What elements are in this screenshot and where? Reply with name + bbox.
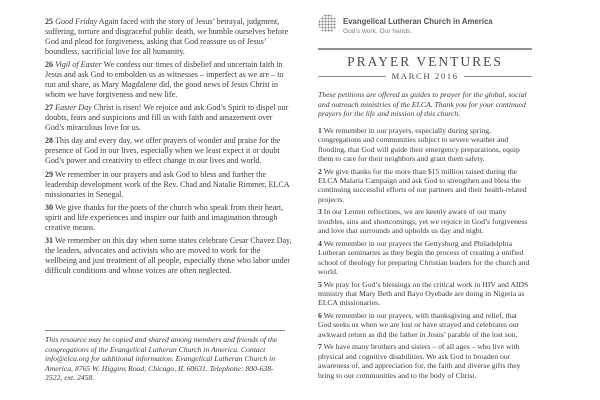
prayer-paragraph [45,60,292,100]
logo-text [343,17,493,35]
footer-note: This resource may be copied and shared among members and friends of the congregations of the Evangelical Lutheran Church in America. Contact info@elca.org for additional information. Evangelical Lutheran Church in America, 8765 W. Higgins Road, Chicago, IL 60631. Telephone: 800-638-3522, ext. 2458. [45,335,278,383]
day-number: 29 [45,169,54,179]
intro-text: These petitions are offered as guides to prayer for the global, social and outreach ministries of the ELCA. Thank you for your continued prayers for the life and mission of this church. [318,90,527,119]
day-number: 7 [318,342,322,352]
paragraph-text: This day and every day, we offer prayers of wonder and praise for the presence of God in our lives, especially when we least expect it or doubt God’s power and creativity to effect change in our lives and world. [45,136,281,166]
left-column [45,17,292,279]
footer [45,330,285,383]
day-number: 30 [45,202,54,212]
festival-name: Good Friday [55,17,98,26]
right-paragraphs [318,126,532,380]
prayer-paragraph [45,103,292,133]
day-number: 28 [45,136,54,146]
day-number: 31 [45,236,54,246]
paragraph-text: We give thanks for the poets of the church who speak from their heart, spirit and life experiences and inspire our faith and imagination through creative means. [45,202,284,232]
date-divider-left [318,76,386,77]
day-number: 2 [318,166,322,176]
day-number: 4 [318,238,322,248]
prayer-paragraph [318,311,532,339]
header-divider [318,48,532,50]
festival-name: Vigil of Easter [55,60,102,70]
day-number: 6 [318,311,322,321]
paragraph-text: Again faced with the story of Jesus’ betrayal, judgment, suffering, torture and disgraceful public death, we humble ourselves before God and plead for forgiveness, asking that God reassure us of Jesus’ boundless, sacrificial love for all humanity. [45,17,289,56]
org-tagline: God’s work. Our hands. [343,27,413,35]
paragraph-text: We have many brothers and sisters – of all ages – who live with physical and cognitive disabilities. We ask God to broaden our awareness of, and appreciation for, the faith and diverse gifts they bring to our communities and to the body of Christ. [318,342,521,380]
paragraph-text: We confess our times of disbelief and uncertain faith in Jesus and ask God to embolden us as witnesses – imperfect as we are – to run and share, as Mary Magdalene did, the good news of Jesus Christ in whom we have forgiveness and new life. [45,60,284,99]
paragraph-text: We remember in our prayers, with thanksgiving and relief, that God seeks us when we are lost or have strayed and celebrates our awkward return as did the father in Jesus’ parable of the lost son. [318,311,520,339]
prayer-paragraph [318,342,532,380]
paragraph-text: We remember in our prayers and ask God to bless and further the leadership development work of the Rev. Chad and Natalie Rimmer, ELCA missionaries in Senegal. [45,169,290,199]
paragraph-text: We remember on this day when some states celebrate Cesar Chavez Day, the leaders, advocates and activists who are moved to work for the wellbeing and just treatment of all people, especially those who labor under difficult conditions and whose voices are often neglected. [45,236,292,275]
day-number: 27 [45,103,54,113]
prayer-paragraph [45,236,292,276]
prayer-paragraph [45,136,292,166]
paragraph-text: We pray for God’s blessings on the critical work in HIV and AIDS ministry that Mary Beth and Bayo Oyebade are doing in Nigeria as ELCA missionaries. [318,279,529,308]
prayer-paragraph [45,170,292,200]
prayer-paragraph [318,280,532,308]
paragraph-text: Christ is risen! We rejoice and ask God’s Spirit to dispel our doubts, fears and suspicions and fill us with faith and amazement over God’s miraculous love for us. [45,103,289,133]
prayer-paragraph [45,17,292,57]
day-number: 5 [318,279,322,289]
right-column [318,14,532,383]
elca-globe-icon [318,14,337,38]
day-number: 25 [45,17,54,26]
paragraph-text: We remember in our prayers, especially during spring, congregations and communities subject to severe weather and flooding, that God will guide their emergency preparations, equip them to care for their neighbors and grant them safety. [318,125,520,163]
prayer-paragraph [318,207,532,235]
paragraph-text: We give thanks for the more than $15 million raised during the ELCA Malaria Campaign and ask God to strengthen and bless the continuing successful efforts of our partners and their health-related projects. [318,166,527,204]
day-number: 26 [45,60,54,70]
org-name: Evangelical Lutheran Church in America [343,17,493,27]
prayer-paragraph [318,167,532,205]
elca-logo [318,14,532,38]
festival-name: Easter Day [55,103,92,113]
date-divider-right [464,76,532,77]
paragraph-text: We remember in our prayers the Gettysburg and Philadelphia Lutheran seminaries as they begin the process of creating a unified school of theology for preparing Christian leaders for the church and world. [318,238,530,277]
left-paragraphs [45,17,292,276]
issue-date-row [318,71,532,81]
prayer-paragraph [318,239,532,277]
day-number: 3 [318,207,322,217]
footer-divider [45,330,285,331]
prayer-paragraph [45,203,292,233]
paragraph-text: In our Lenten reflections, we are keenly aware of our many troubles, sins and shortcomings, yet we rejoice in God’s forgiveness and love that surrounds and upholds us day and night. [318,207,528,236]
prayer-paragraph [318,126,532,164]
issue-date: MARCH 2016 [391,71,459,81]
page-title: PRAYER VENTURES [347,54,503,69]
day-number: 1 [318,125,322,135]
